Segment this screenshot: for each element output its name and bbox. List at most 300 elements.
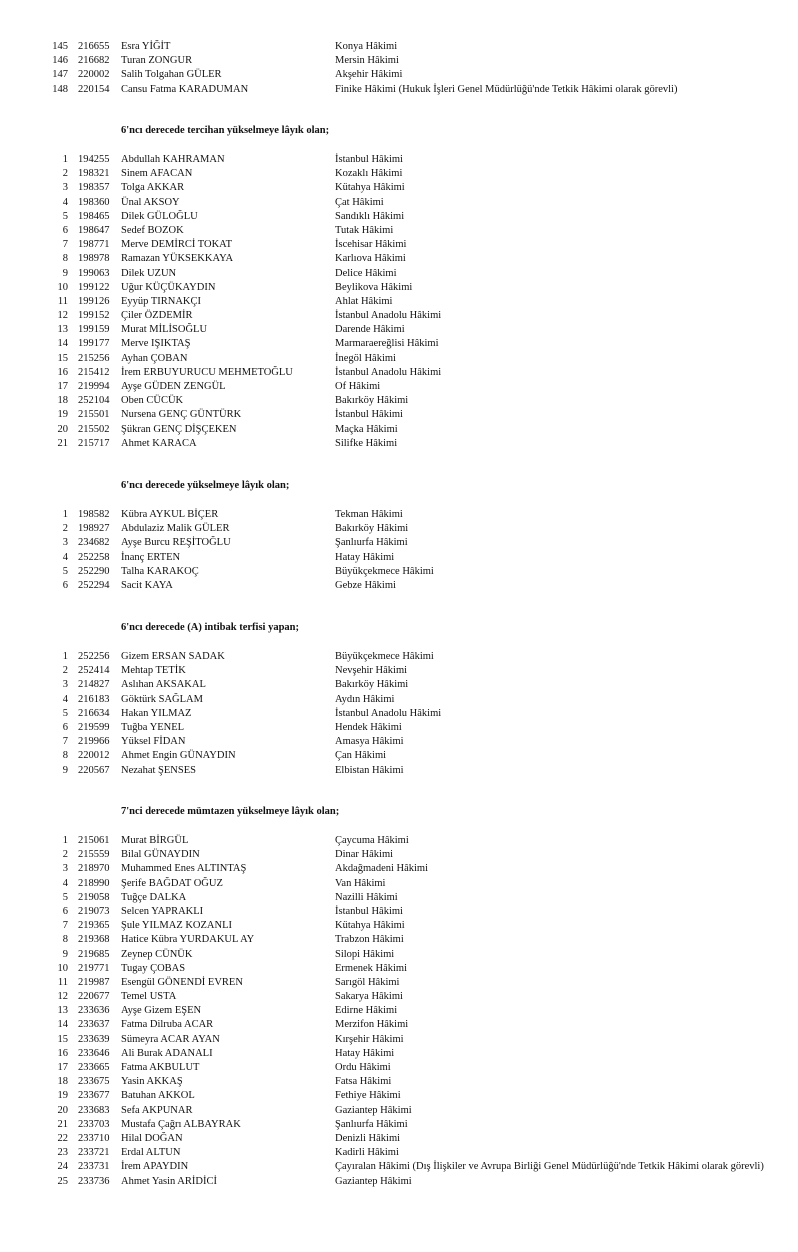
person-name: Oben CÜCÜK — [121, 395, 184, 407]
table-row — [0, 210, 798, 224]
assignment-place: Denizli Hâkimi — [335, 1132, 401, 1144]
person-name: İrem APAYDIN — [121, 1161, 189, 1173]
row-number: 12 — [57, 991, 68, 1003]
row-number: 11 — [57, 295, 68, 307]
row-number: 4 — [62, 693, 68, 705]
person-name: Esengül GÖNENDİ EVREN — [121, 976, 243, 988]
registry-number: 220154 — [78, 83, 110, 95]
assignment-place: Tutak Hâkimi — [335, 224, 394, 236]
row-number: 2 — [62, 523, 68, 535]
registry-number: 219771 — [78, 962, 110, 974]
row-number: 25 — [57, 1175, 68, 1187]
row-number: 147 — [52, 69, 68, 81]
table-row — [0, 181, 798, 195]
table-row — [0, 1018, 798, 1032]
table-row — [0, 1047, 798, 1061]
row-number: 7 — [62, 920, 68, 932]
table-row — [0, 196, 798, 210]
row-number: 16 — [57, 366, 68, 378]
section-heading: 6'ncı derecede (A) intibak terfisi yapan; — [121, 622, 299, 633]
assignment-place: Çat Hâkimi — [335, 196, 384, 208]
row-number: 20 — [57, 423, 68, 435]
person-name: İrem ERBUYURUCU MEHMETOĞLU — [121, 366, 293, 378]
row-number: 18 — [57, 395, 68, 407]
person-name: Cansu Fatma KARADUMAN — [121, 83, 249, 95]
row-number: 9 — [62, 764, 68, 776]
table-row — [0, 309, 798, 323]
row-number: 2 — [62, 665, 68, 677]
assignment-place: Tekman Hâkimi — [335, 509, 403, 520]
row-number: 2 — [62, 849, 68, 861]
section-list — [0, 650, 798, 778]
registry-number: 252258 — [78, 551, 110, 563]
row-number: 18 — [57, 1076, 68, 1088]
continued-list — [0, 40, 798, 97]
person-name: Yüksel FİDAN — [121, 736, 186, 748]
registry-number: 216682 — [78, 55, 110, 67]
table-row — [0, 693, 798, 707]
assignment-place: Amasya Hâkimi — [335, 736, 404, 748]
row-number: 1 — [62, 509, 68, 520]
assignment-place: Beylikova Hâkimi — [335, 281, 413, 293]
row-number: 145 — [52, 41, 68, 52]
registry-number: 219966 — [78, 736, 110, 748]
table-row — [0, 1118, 798, 1132]
assignment-place: Marmaraereğlisi Hâkimi — [335, 338, 439, 350]
person-name: Kübra AYKUL BİÇER — [121, 509, 219, 520]
table-row — [0, 1061, 798, 1075]
person-name: Hilal DOĞAN — [121, 1132, 183, 1144]
person-name: Tugay ÇOBAS — [121, 962, 186, 974]
row-number: 5 — [62, 565, 68, 577]
person-name: Bilal GÜNAYDIN — [121, 849, 200, 861]
assignment-place: Konya Hâkimi — [335, 41, 398, 52]
registry-number: 198647 — [78, 224, 110, 236]
registry-number: 233675 — [78, 1076, 110, 1088]
table-row — [0, 1033, 798, 1047]
table-row — [0, 508, 798, 522]
table-row — [0, 394, 798, 408]
registry-number: 220012 — [78, 750, 110, 762]
row-number: 11 — [57, 976, 68, 988]
table-row — [0, 551, 798, 565]
person-name: Uğur KÜÇÜKAYDIN — [121, 281, 216, 293]
row-number: 3 — [62, 182, 68, 194]
row-number: 9 — [62, 267, 68, 279]
registry-number: 215502 — [78, 423, 110, 435]
registry-number: 233646 — [78, 1047, 110, 1059]
registry-number: 215501 — [78, 409, 110, 421]
row-number: 15 — [57, 352, 68, 364]
registry-number: 198357 — [78, 182, 110, 194]
person-name: Erdal ALTUN — [121, 1147, 181, 1159]
assignment-place: Kütahya Hâkimi — [335, 920, 405, 932]
person-name: Selcen YAPRAKLI — [121, 905, 204, 917]
person-name: Hatice Kübra YURDAKUL AY — [121, 934, 255, 946]
assignment-place: Gaziantep Hâkimi — [335, 1104, 412, 1116]
person-name: Mustafa Çağrı ALBAYRAK — [121, 1118, 241, 1130]
registry-number: 218990 — [78, 877, 110, 889]
assignment-place: Bakırköy Hâkimi — [335, 679, 409, 691]
table-row — [0, 40, 798, 54]
registry-number: 199126 — [78, 295, 110, 307]
person-name: İnanç ERTEN — [121, 551, 181, 563]
row-number: 1 — [62, 835, 68, 846]
assignment-place: Delice Hâkimi — [335, 267, 397, 279]
person-name: Şükran GENÇ DİŞÇEKEN — [121, 423, 237, 435]
table-row — [0, 252, 798, 266]
assignment-place: Finike Hâkimi (Hukuk İşleri Genel Müdürlüğü'nde Tetkik Hâkimi olarak görevli) — [335, 83, 678, 95]
registry-number: 198927 — [78, 523, 110, 535]
person-name: Çiler ÖZDEMİR — [121, 310, 193, 322]
table-row — [0, 153, 798, 167]
assignment-place: Kozaklı Hâkimi — [335, 168, 403, 180]
registry-number: 199177 — [78, 338, 110, 350]
person-name: Ayşe Gizem EŞEN — [121, 1005, 202, 1017]
section-heading: 6'ncı derecede yükselmeye lâyık olan; — [121, 480, 290, 491]
assignment-place: Sakarya Hâkimi — [335, 991, 403, 1003]
person-name: Tuğba YENEL — [121, 721, 185, 733]
registry-number: 219368 — [78, 934, 110, 946]
registry-number: 219365 — [78, 920, 110, 932]
registry-number: 219685 — [78, 948, 110, 960]
registry-number: 233731 — [78, 1161, 110, 1173]
person-name: Talha KARAKOÇ — [121, 565, 199, 577]
assignment-place: Çayıralan Hâkimi (Dış İlişkiler ve Avrupa Birliği Genel Müdürlüğü'nde Tetkik Hâkimi olarak görevli) — [335, 1161, 764, 1173]
registry-number: 220677 — [78, 991, 110, 1003]
person-name: Dilek UZUN — [121, 267, 177, 279]
table-row — [0, 522, 798, 536]
person-name: Murat BİRGÜL — [121, 835, 189, 846]
assignment-place: İstanbul Hâkimi — [335, 409, 403, 421]
row-number: 6 — [62, 224, 68, 236]
assignment-place: Mersin Hâkimi — [335, 55, 399, 67]
table-row — [0, 408, 798, 422]
row-number: 1 — [62, 651, 68, 662]
person-name: Sacit KAYA — [121, 579, 173, 591]
table-row — [0, 990, 798, 1004]
person-name: Zeynep CÜNÜK — [121, 948, 193, 960]
registry-number: 220002 — [78, 69, 110, 81]
assignment-place: Fatsa Hâkimi — [335, 1076, 392, 1088]
row-number: 16 — [57, 1047, 68, 1059]
row-number: 6 — [62, 579, 68, 591]
table-row — [0, 877, 798, 891]
section-heading: 7'nci derecede mümtazen yükselmeye lâyık olan; — [121, 806, 340, 817]
person-name: Ali Burak ADANALI — [121, 1047, 213, 1059]
registry-number: 215717 — [78, 437, 110, 449]
row-number: 2 — [62, 168, 68, 180]
assignment-place: Dinar Hâkimi — [335, 849, 394, 861]
section-list — [0, 508, 798, 593]
assignment-place: Silifke Hâkimi — [335, 437, 398, 449]
registry-number: 233736 — [78, 1175, 110, 1187]
registry-number: 233721 — [78, 1147, 110, 1159]
row-number: 20 — [57, 1104, 68, 1116]
assignment-place: Trabzon Hâkimi — [335, 934, 404, 946]
assignment-place: Bakırköy Hâkimi — [335, 395, 409, 407]
row-number: 19 — [57, 409, 68, 421]
assignment-place: Bakırköy Hâkimi — [335, 523, 409, 535]
assignment-place: İstanbul Anadolu Hâkimi — [335, 707, 442, 719]
table-row — [0, 423, 798, 437]
registry-number: 198771 — [78, 239, 110, 251]
table-row — [0, 68, 798, 82]
person-name: Tuğçe DALKA — [121, 891, 187, 903]
table-row — [0, 678, 798, 692]
table-row — [0, 295, 798, 309]
assignment-place: Maçka Hâkimi — [335, 423, 398, 435]
assignment-place: Sarıgöl Hâkimi — [335, 976, 400, 988]
assignment-place: Büyükçekmece Hâkimi — [335, 651, 434, 662]
row-number: 15 — [57, 1033, 68, 1045]
assignment-place: İscehisar Hâkimi — [335, 239, 407, 251]
table-row — [0, 380, 798, 394]
table-row — [0, 224, 798, 238]
row-number: 7 — [62, 239, 68, 251]
table-row — [0, 905, 798, 919]
person-name: Fatma Dilruba ACAR — [121, 1019, 214, 1031]
person-name: Turan ZONGUR — [121, 55, 193, 67]
registry-number: 215061 — [78, 835, 110, 846]
person-name: Batuhan AKKOL — [121, 1090, 195, 1102]
person-name: Temel USTA — [121, 991, 177, 1003]
row-number: 13 — [57, 1005, 68, 1017]
registry-number: 252290 — [78, 565, 110, 577]
row-number: 22 — [57, 1132, 68, 1144]
assignment-place: Akşehir Hâkimi — [335, 69, 403, 81]
registry-number: 199159 — [78, 324, 110, 336]
registry-number: 199122 — [78, 281, 110, 293]
table-row — [0, 919, 798, 933]
row-number: 146 — [52, 55, 68, 67]
assignment-place: Silopi Hâkimi — [335, 948, 395, 960]
row-number: 3 — [62, 863, 68, 875]
person-name: Dilek GÜLOĞLU — [121, 210, 198, 222]
row-number: 8 — [62, 253, 68, 265]
registry-number: 252104 — [78, 395, 110, 407]
registry-number: 216634 — [78, 707, 110, 719]
assignment-place: Ahlat Hâkimi — [335, 295, 393, 307]
registry-number: 215559 — [78, 849, 110, 861]
person-name: Mehtap TETİK — [121, 665, 186, 677]
assignment-place: Van Hâkimi — [335, 877, 386, 889]
row-number: 19 — [57, 1090, 68, 1102]
row-number: 5 — [62, 891, 68, 903]
assignment-place: Akdağmadeni Hâkimi — [335, 863, 429, 875]
registry-number: 198582 — [78, 509, 110, 520]
row-number: 5 — [62, 707, 68, 719]
assignment-place: Elbistan Hâkimi — [335, 764, 404, 776]
assignment-place: Darende Hâkimi — [335, 324, 405, 336]
registry-number: 219058 — [78, 891, 110, 903]
registry-number: 233639 — [78, 1033, 110, 1045]
table-row — [0, 267, 798, 281]
assignment-place: Karlıova Hâkimi — [335, 253, 406, 265]
person-name: Ayşe GÜDEN ZENGÜL — [121, 381, 226, 392]
row-number: 17 — [57, 381, 68, 392]
table-row — [0, 650, 798, 664]
assignment-place: İstanbul Hâkimi — [335, 154, 403, 165]
table-row — [0, 1175, 798, 1189]
row-number: 10 — [57, 281, 68, 293]
table-row — [0, 749, 798, 763]
table-row — [0, 337, 798, 351]
row-number: 4 — [62, 551, 68, 563]
assignment-place: Nazilli Hâkimi — [335, 891, 398, 903]
table-row — [0, 437, 798, 451]
registry-number: 199152 — [78, 310, 110, 322]
registry-number: 233637 — [78, 1019, 110, 1031]
person-name: Sümeyra ACAR AYAN — [121, 1033, 220, 1045]
table-row — [0, 848, 798, 862]
row-number: 23 — [57, 1147, 68, 1159]
assignment-place: Gaziantep Hâkimi — [335, 1175, 412, 1187]
person-name: Murat MİLİSOĞLU — [121, 324, 208, 336]
registry-number: 233683 — [78, 1104, 110, 1116]
table-row — [0, 933, 798, 947]
registry-number: 252294 — [78, 579, 110, 591]
person-name: Şule YILMAZ KOZANLI — [121, 920, 233, 932]
table-row — [0, 1132, 798, 1146]
registry-number: 216655 — [78, 41, 110, 52]
row-number: 7 — [62, 736, 68, 748]
section-list — [0, 153, 798, 451]
person-name: Abdullah KAHRAMAN — [121, 154, 225, 165]
table-row — [0, 167, 798, 181]
assignment-place: Hatay Hâkimi — [335, 551, 395, 563]
table-row — [0, 962, 798, 976]
assignment-place: İstanbul Hâkimi — [335, 905, 403, 917]
assignment-place: Merzifon Hâkimi — [335, 1019, 409, 1031]
registry-number: 215256 — [78, 352, 110, 364]
person-name: Sinem AFACAN — [121, 168, 193, 180]
row-number: 12 — [57, 310, 68, 322]
assignment-place: Şanlıurfa Hâkimi — [335, 1118, 408, 1130]
table-row — [0, 721, 798, 735]
person-name: Göktürk SAĞLAM — [121, 693, 203, 705]
person-name: Şerife BAĞDAT OĞUZ — [121, 877, 223, 889]
table-row — [0, 735, 798, 749]
assignment-place: İnegöl Hâkimi — [335, 352, 396, 364]
row-number: 17 — [57, 1062, 68, 1073]
row-number: 24 — [57, 1161, 68, 1173]
table-row — [0, 1146, 798, 1160]
row-number: 4 — [62, 877, 68, 889]
registry-number: 219073 — [78, 905, 110, 917]
person-name: Merve DEMİRCİ TOKAT — [121, 239, 233, 251]
table-row — [0, 579, 798, 593]
assignment-place: Fethiye Hâkimi — [335, 1090, 401, 1102]
assignment-place: Hendek Hâkimi — [335, 721, 402, 733]
person-name: Hakan YILMAZ — [121, 707, 192, 719]
registry-number: 219994 — [78, 381, 110, 392]
person-name: Ahmet KARACA — [121, 437, 197, 449]
table-row — [0, 238, 798, 252]
registry-number: 252256 — [78, 651, 110, 662]
row-number: 13 — [57, 324, 68, 336]
registry-number: 220567 — [78, 764, 110, 776]
assignment-place: Kadirli Hâkimi — [335, 1147, 399, 1159]
table-row — [0, 323, 798, 337]
row-number: 21 — [57, 437, 68, 449]
registry-number: 198360 — [78, 196, 110, 208]
registry-number: 198465 — [78, 210, 110, 222]
table-row — [0, 366, 798, 380]
table-row — [0, 54, 798, 68]
row-number: 14 — [57, 338, 68, 350]
assignment-place: Kütahya Hâkimi — [335, 182, 405, 194]
registry-number: 198321 — [78, 168, 110, 180]
assignment-place: Hatay Hâkimi — [335, 1047, 395, 1059]
registry-number: 214827 — [78, 679, 110, 691]
row-number: 4 — [62, 196, 68, 208]
person-name: Ayşe Burcu REŞİTOĞLU — [121, 537, 231, 549]
registry-number: 252414 — [78, 665, 110, 677]
person-name: Ayhan ÇOBAN — [121, 352, 188, 364]
person-name: Ahmet Engin GÜNAYDIN — [121, 750, 236, 762]
section-heading: 6'ncı derecede tercihan yükselmeye lâyık olan; — [121, 125, 330, 136]
assignment-place: Of Hâkimi — [335, 381, 381, 392]
table-row — [0, 664, 798, 678]
section-list — [0, 834, 798, 1189]
table-row — [0, 1104, 798, 1118]
person-name: Eyyüp TIRNAKÇI — [121, 295, 202, 307]
person-name: Sedef BOZOK — [121, 224, 184, 236]
registry-number: 199063 — [78, 267, 110, 279]
table-row — [0, 834, 798, 848]
row-number: 8 — [62, 934, 68, 946]
person-name: Tolga AKKAR — [121, 182, 185, 194]
row-number: 148 — [52, 83, 68, 95]
registry-number: 233677 — [78, 1090, 110, 1102]
assignment-place: Çaycuma Hâkimi — [335, 835, 409, 846]
table-row — [0, 565, 798, 579]
table-row — [0, 707, 798, 721]
assignment-place: Ordu Hâkimi — [335, 1062, 391, 1073]
person-name: Abdulaziz Malik GÜLER — [121, 523, 230, 535]
registry-number: 194255 — [78, 154, 110, 165]
table-row — [0, 1004, 798, 1018]
registry-number: 215412 — [78, 366, 110, 378]
registry-number: 234682 — [78, 537, 110, 549]
assignment-place: Kırşehir Hâkimi — [335, 1033, 404, 1045]
assignment-place: İstanbul Anadolu Hâkimi — [335, 310, 442, 322]
row-number: 9 — [62, 948, 68, 960]
person-name: Salih Tolgahan GÜLER — [121, 69, 222, 81]
person-name: Nezahat ŞENSES — [121, 764, 196, 776]
table-row — [0, 1089, 798, 1103]
table-row — [0, 352, 798, 366]
assignment-place: Edirne Hâkimi — [335, 1005, 398, 1017]
person-name: Esra YİĞİT — [121, 41, 171, 52]
row-number: 21 — [57, 1118, 68, 1130]
table-row — [0, 891, 798, 905]
person-name: Fatma AKBULUT — [121, 1062, 200, 1073]
table-row — [0, 862, 798, 876]
registry-number: 216183 — [78, 693, 110, 705]
assignment-place: Gebze Hâkimi — [335, 579, 396, 591]
person-name: Yasin AKKAŞ — [121, 1076, 183, 1088]
assignment-place: Çan Hâkimi — [335, 750, 387, 762]
registry-number: 198978 — [78, 253, 110, 265]
registry-number: 218970 — [78, 863, 110, 875]
person-name: Muhammed Enes ALTINTAŞ — [121, 863, 247, 875]
person-name: Ramazan YÜKSEKKAYA — [121, 253, 234, 265]
table-row — [0, 948, 798, 962]
registry-number: 219987 — [78, 976, 110, 988]
assignment-place: Sandıklı Hâkimi — [335, 210, 405, 222]
